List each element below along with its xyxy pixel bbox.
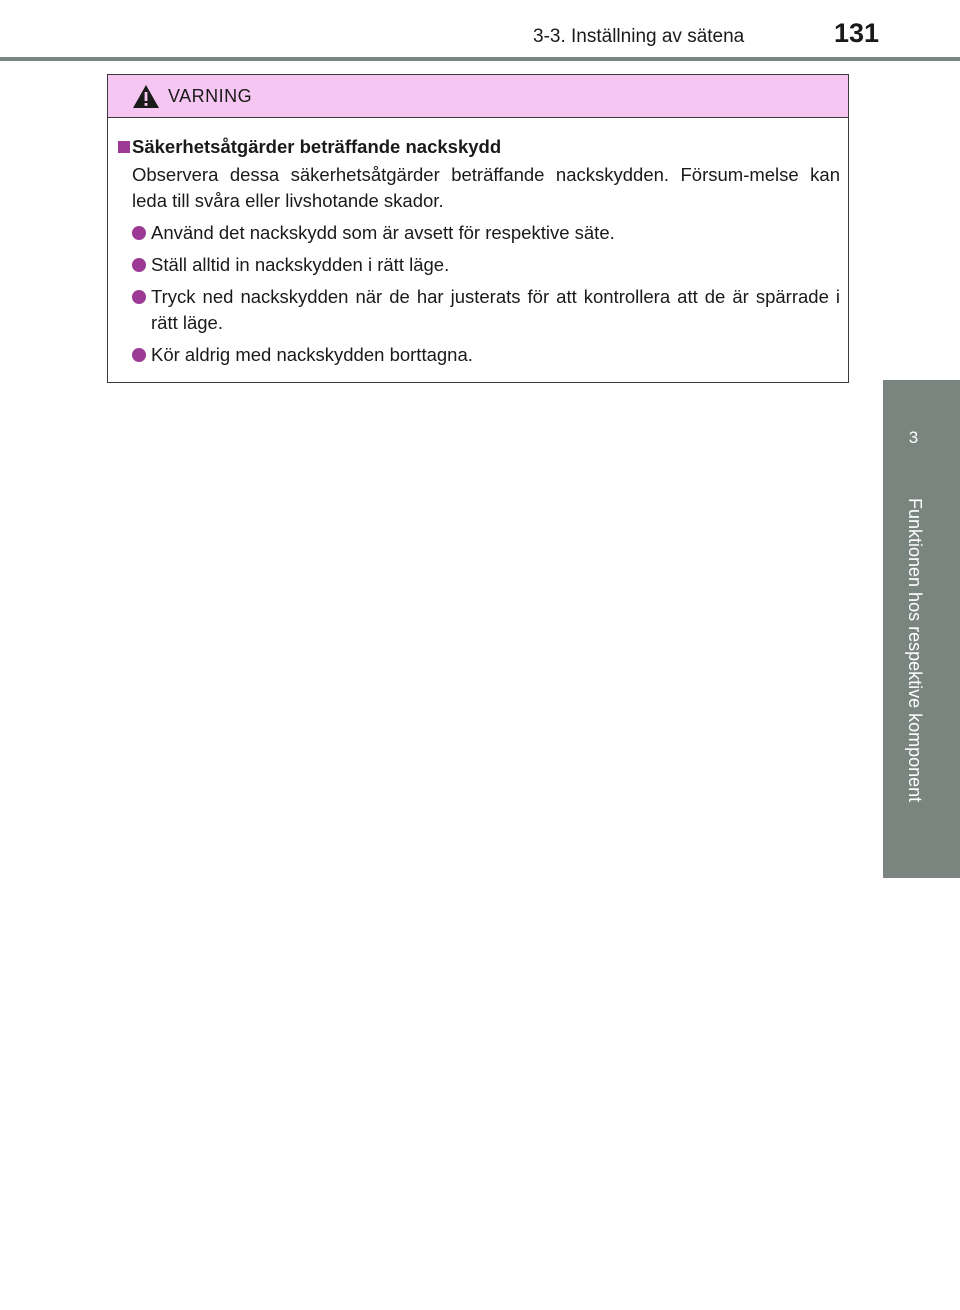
chapter-side-tab [883, 380, 960, 878]
circle-bullet-icon [132, 258, 146, 272]
warning-subheading [118, 134, 840, 160]
chapter-number: 3 [908, 428, 919, 447]
header-rule [0, 57, 960, 61]
warning-label: VARNING [168, 86, 253, 106]
warning-box [107, 74, 849, 383]
square-bullet-icon [118, 141, 130, 153]
list-item-text: Använd det nackskydd som är avsett för respektive säte. [151, 222, 615, 243]
list-item-text: Tryck ned nackskydden när de har justerats för att kontrollera att de är spärrade i rätt läge. [151, 286, 840, 333]
list-item [118, 220, 840, 246]
warning-intro: Observera dessa säkerhetsåtgärder beträffande nackskydden. Försum-melse kan leda till svåra eller livshotande skador. [132, 164, 840, 211]
warning-body [108, 118, 848, 368]
page-number: 131 [834, 18, 880, 48]
list-item [118, 342, 840, 368]
section-title: 3-3. Inställning av sätena [533, 26, 745, 47]
circle-bullet-icon [132, 226, 146, 240]
warning-triangle-icon [132, 84, 160, 109]
list-item-text: Ställ alltid in nackskydden i rätt läge. [151, 254, 450, 275]
chapter-label: Funktionen hos respektive komponent [905, 498, 925, 803]
circle-bullet-icon [132, 290, 146, 304]
list-item-text: Kör aldrig med nackskydden borttagna. [151, 344, 473, 365]
circle-bullet-icon [132, 348, 146, 362]
list-item [118, 252, 840, 278]
warning-header [108, 75, 848, 118]
warning-subheading-text: Säkerhetsåtgärder beträffande nackskydd [132, 136, 502, 157]
list-item [118, 284, 840, 336]
